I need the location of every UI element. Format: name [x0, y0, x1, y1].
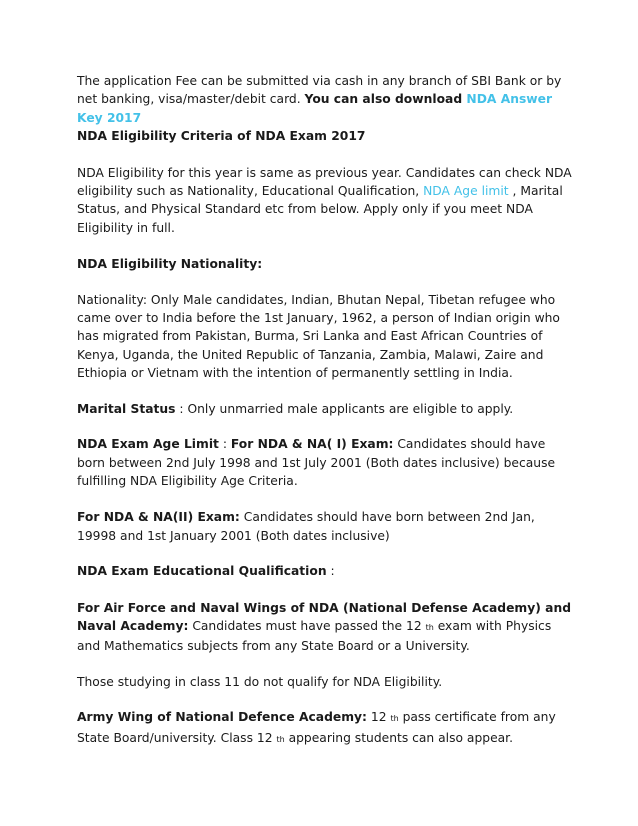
- marital-status-paragraph: [77, 400, 577, 418]
- eligibility-intro-paragraph: [77, 164, 577, 238]
- air-force-naval-paragraph: [77, 599, 577, 656]
- age-limit-separator: :: [218, 437, 231, 452]
- eligibility-text-after: , Marital Status, and Physical Standard etc from below. Apply only if you meet NDA Eligibility in full.: [77, 184, 563, 235]
- age-limit-label: NDA Exam Age Limit: [77, 437, 219, 452]
- nda-na1-label: For NDA & NA( I) Exam:: [230, 437, 394, 452]
- nationality-heading: NDA Eligibility Nationality:: [77, 257, 263, 272]
- army-text-2: pass certificate from any State Board/university. Class 12: [77, 710, 556, 745]
- army-text-1: 12: [366, 710, 391, 725]
- army-wing-paragraph: [77, 708, 577, 749]
- air-force-text-after: exam with Physics and Mathematics subjects from any State Board or a University.: [77, 618, 552, 654]
- nda-na2-text: Candidates should have born between 2nd Jan, 19998 and 1st January 2001 (Both dates inclusive): [77, 510, 535, 543]
- nda-na2-paragraph: [77, 508, 577, 545]
- document-page: [77, 72, 577, 749]
- eligibility-criteria-heading: NDA Eligibility Criteria of NDA Exam 2017: [77, 129, 366, 144]
- eligibility-text-before: NDA Eligibility for this year is same as previous year. Candidates can check NDA eligibility such as Nationality, Educational Qualification,: [77, 165, 572, 199]
- marital-status-label: Marital Status: [77, 401, 176, 416]
- army-text-3: appearing students can also appear.: [284, 730, 514, 745]
- marital-status-text: : Only unmarried male applicants are eligible to apply.: [175, 401, 514, 416]
- air-force-text-before: Candidates must have passed the 12: [188, 618, 426, 633]
- class11-paragraph: Those studying in class 11 do not qualify for NDA Eligibility.: [77, 674, 443, 689]
- download-prompt: You can also download: [304, 92, 467, 107]
- educational-qualification-colon: :: [326, 564, 335, 579]
- educational-qualification-label: NDA Exam Educational Qualification: [77, 564, 327, 579]
- ordinal-suffix: th: [425, 622, 434, 632]
- age-limit-paragraph: [77, 435, 577, 490]
- age-limit-text: Candidates should have born between 2nd July 1998 and 1st July 2001 (Both dates inclusive) because fulfilling NDA Eligibility Age Criteria.: [77, 437, 556, 488]
- educational-qualification-heading: [77, 562, 577, 580]
- army-wing-label: Army Wing of National Defence Academy:: [77, 710, 367, 725]
- application-fee-paragraph: [77, 72, 577, 127]
- nationality-paragraph: Nationality: Only Male candidates, Indian, Bhutan Nepal, Tibetan refugee who came over to India before the 1st January, 1962, a person of Indian origin who has migrated from Pakistan, Burma, Sri Lanka and East African Countries of Kenya, Uganda, the United Republic of Tanzania, Zambia, Malawi, Zaire and Ethiopia or Vietnam with the intention of permanently settling in India.: [77, 292, 560, 381]
- nda-age-limit-link[interactable]: NDA Age limit: [423, 184, 509, 199]
- nda-answer-key-link[interactable]: NDA Answer Key 2017: [77, 92, 553, 125]
- air-force-naval-label: For Air Force and Naval Wings of NDA (National Defense Academy) and Naval Academy:: [77, 600, 572, 633]
- fee-text: The application Fee can be submitted via cash in any branch of SBI Bank or by net banking, visa/master/debit card.: [77, 74, 562, 107]
- ordinal-suffix-1: th: [390, 714, 399, 724]
- nda-na2-label: For NDA & NA(II) Exam:: [77, 510, 240, 525]
- ordinal-suffix-2: th: [276, 734, 285, 744]
